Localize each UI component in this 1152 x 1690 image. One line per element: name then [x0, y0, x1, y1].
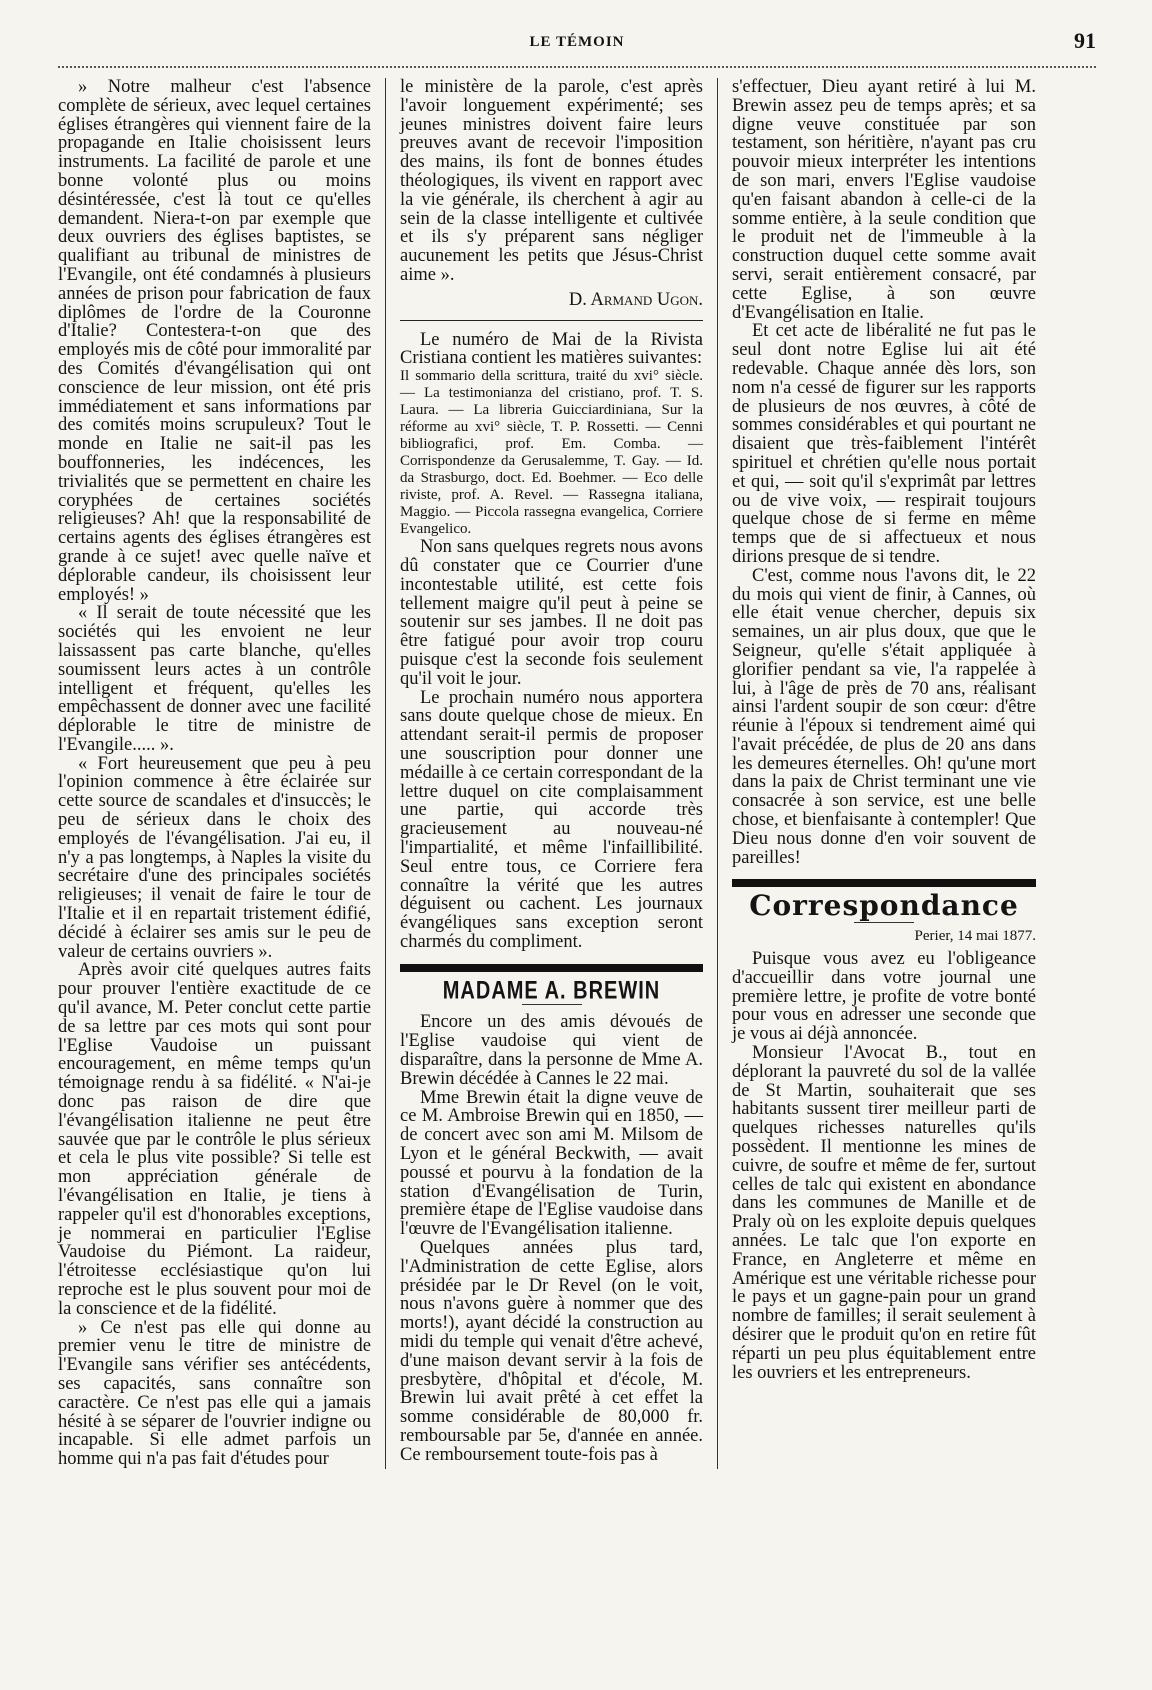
correspondence-title: Correspondance: [749, 889, 1019, 923]
paragraph: » Ce n'est pas elle qui donne au premier venu le titre de ministre de l'Evangile sans vérifier ses antécédents, ses capacités, sans connaître son caractère. Ce n'est pas elle qui a jamais hésité à se séparer de l'ouvrier indigne ou incapable. Si elle admet parfois un homme qui n'a pas fait d'études pour: [58, 1317, 371, 1470]
paragraph: le ministère de la parole, c'est après l'avoir longuement expérimenté; ses jeunes ministres doivent faire leurs preuves avant de recevoir l'imposition des mains, ils font de bonnes études théologiques, ils vivent en rapport avec la vie générale, ils cherchent à agir au sein de la classe intelligente et cultivée et ils s'y préparent sans négliger aucunement les petits que Jésus-Christ aime ».: [400, 77, 703, 285]
paragraph: » Notre malheur c'est l'absence complète de sérieux, avec lequel certaines églises étrangères qui viennent faire de la propagande en Italie choisissent leurs instruments. La facilité de parole et une bonne volonté plus ou moins désintéressée, c'est là tout ce qu'elles demandent. Niera-t-on par exemple que deux ouvriers des églises baptistes, se qualifiant au tribunal de ministres de l'Evangile, ont été condamnés à plusieurs années de prison pour fabrication de faux diplômes de l'ordre de la Couronne d'Italie? Contestera-t-on que des employés mis de côté pour immoralité par des Comités d'évangélisation qui ont conscience de leur mission, ont été pris immédiatement et sans informations par des comités moins scrupuleux? Tout le monde en Italie ne sait-il pas les bouffonneries, les indécences, les trivialités que se permettent en chaire les coryphées de certaines sociétés religieuses? Ah! que la responsabilité de certains agents des églises étrangères est grande à ce sujet! avec quelle naïve et déplorable candeur, ils choisissent leur employés! »: [58, 77, 371, 605]
paragraph: Et cet acte de libéralité ne fut pas le seul dont notre Eglise lui ait été redevable. Chaque année dès lors, son nom n'a cessé de figurer sur les rapports de plusieurs de nos œuvres, à côté de sommes considérables et qui pourtant ne disaient que très-faiblement l'intérêt spirituel et chrétien qu'elle nous portait et qui, — soit qu'il s'exprimât par lettres ou de vive voix, — respirait toujours quelque chose de si ferme en même temps que de si affectueux et nous dirions presque de si tendre.: [732, 321, 1036, 567]
journal-title: LE TÉMOIN: [529, 34, 625, 50]
rivista-contents: Il sommario della scrittura, traité du xvi° siècle. — La testimonianza del cristiano, prof. T. S. Laura. — La libreria Guicciardiniana, Sur la réforme au xvi° siècle, T. P. Rossetti. — Cenni bibliografici, prof. Em. Comba. — Corrispondenze da Gerusalemme, T. Gay. — Id. da Strasburgo, doct. Ed. Boehmer. — Eco delle riviste, prof. A. Revel. — Rassegna italiana, Maggio. — Piccola rassegna evangelica, Corriere Evangelico.: [400, 368, 703, 538]
article-signature: D. Armand Ugon.: [568, 289, 703, 310]
paragraph: Mme Brewin était la digne veuve de ce M. Ambroise Brewin qui en 1850, — de concert avec son ami M. Milsom de Lyon et le général Beckwith, — avait poussé et pourvu à la fondation de la station d'Evangélisation de Turin, première étape de l'Eglise vaudoise dans l'œuvre de l'Evangélisation italienne.: [400, 1087, 703, 1240]
short-divider: [854, 922, 914, 923]
paragraph: s'effectuer, Dieu ayant retiré à lui M. Brewin assez peu de temps après; et sa digne veuve constituée par son testament, son héritière, n'ayant pas cru pouvoir mieux interpréter les intentions de son mari, envers l'Eglise vaudoise qu'en faisant abandon à celle-ci de la somme entière, à la seule condition que le produit net de l'immeuble à la construction duquel cette somme avait servi, serait entièrement consacré, par cette Eglise, à son œuvre d'Evangélisation en Italie.: [732, 77, 1036, 323]
columns: [58, 78, 1096, 1469]
paragraph: « Fort heureusement que peu à peu l'opinion commence à être éclairée sur cette source de scandales et d'insuccès; le peu de sérieux dans le choix des employés de l'évangélisation. J'ai eu, il n'y a pas longtemps, à Naples la visite du secrétaire d'une des principales sociétés religieuses; il venait de faire le tour de l'Italie et il en repartait tristement édifié, décidé à éclairer ses amis sur le peu de valeur de certains ouvriers ».: [58, 753, 371, 962]
rivista-intro: Le numéro de Mai de la Rivista Cristiana contient les matières suivantes:: [400, 329, 703, 369]
page-number: 91: [1074, 28, 1096, 53]
divider: [400, 320, 703, 321]
column-1: [58, 78, 386, 1469]
paragraph: Après avoir cité quelques autres faits pour prouver l'entière exactitude de ce qu'il avance, M. Peter conclut cette partie de sa lettre par ces mots qui sont pour l'Eglise Vaudoise un puissant encouragement, en même temps qu'un témoignage rendu à sa fidélité. « N'ai-je donc pas raison de dire que l'évangélisation italienne ne peut être sauvée que par le contrôle le plus sérieux et cela le plus vite possible? Si telle est mon appréciation générale de l'évangélisation en Italie, je tiens à rappeler qu'il est d'honorables exceptions, je nommerai en particulier l'Eglise Vaudoise du Piémont. La raideur, l'étroitesse ecclésiastique qu'on lui reproche est le plus souvent pour moi de la conscience et de la fidélité.: [58, 960, 371, 1319]
paragraph: Encore un des amis dévoués de l'Eglise vaudoise qui vient de disparaître, dans la personne de Mme A. Brewin décédée à Cannes le 22 mai.: [400, 1012, 703, 1089]
heavy-divider: [400, 964, 703, 972]
column-2: [386, 78, 718, 1469]
header-rule: [58, 66, 1096, 68]
paragraph: Non sans quelques regrets nous avons dû constater que ce Courrier d'une incontestable utilité, est cette fois tellement maigre qu'il peut à peine se soutenir sur ses jambes. Il ne doit pas être fatigué pour avoir trop couru puisque c'est la seconde fois seulement qu'il voit le jour.: [400, 537, 703, 689]
paragraph: Puisque vous avez eu l'obligeance d'accueillir dans votre journal une première lettre, je profite de votre bonté pour vous en adresser une seconde que je vous ai déjà annoncée.: [732, 949, 1036, 1045]
paragraph: Monsieur l'Avocat B., tout en déplorant la pauvreté du sol de la vallée de St Martin, souhaiterait que ses habitants sussent tirer meilleur parti de quelques richesses naturelles qu'ils possèdent. Il mentionne les mines de cuivre, de soufre et même de fer, surtout celles de talc qui existent en abondance dans les communes de Manille et de Praly où on les exploite depuis quelques années. Le talc que l'on exporte en France, en Angleterre et même en Amérique est une véritable richesse pour le pays et un gagne-pain pour un grand nombre de familles; il serait seulement à désirer que le produit qu'on en retire fût réparti un peu plus équitablement entre les ouvriers et les entrepreneurs.: [732, 1043, 1036, 1383]
paragraph: Quelques années plus tard, l'Administration de cette Eglise, alors présidée par le Dr Revel (on le voit, nous n'avons guère à nommer que des morts!), ayant décidé la construction au midi du temple qui venait d'être achevé, d'une maison devant servir à la fois de presbytère, d'hôpital et d'école, M. Brewin lui avait prêté à cet effet la somme considérable de 80,000 fr. remboursable par 5e, d'année en année. Ce remboursement toute-fois pas à: [400, 1238, 703, 1465]
heavy-divider: [732, 879, 1036, 887]
column-3: [718, 78, 1036, 1469]
paragraph: « Il serait de toute nécessité que les sociétés qui les envoient ne leur laissassent pas carte blanche, qu'elles soumissent leurs actes à un contrôle intelligent et fréquent, qu'elles les empêchassent de donner avec une facilité déplorable le titre de ministre de l'Evangile..... ».: [58, 603, 371, 755]
obituary-title: MADAME A. BREWIN: [442, 976, 661, 1005]
paragraph: C'est, comme nous l'avons dit, le 22 du mois qui vient de finir, à Cannes, où elle était venue chercher, depuis six semaines, un air plus doux, que que le Seigneur, qu'elle s'était appliquée à glorifier pendant sa vie, l'a rappelée à lui, à l'âge de près de 70 ans, réalisant ainsi l'ardent soupir de son cœur: d'être réunie à l'époux si tendrement aimé qui l'avait précédée, de plus de 20 ans dans les demeures éternelles. Oh! qu'une mort dans la paix de Christ terminant une vie consacrée à son service, est une belle chose, et bienfaisante à contempler! Que Dieu nous donne d'en voir souvent de pareilles!: [732, 565, 1036, 868]
paragraph: Le prochain numéro nous apportera sans doute quelque chose de mieux. En attendant serait-il permis de proposer une souscription pour donner une médaille à ce certain correspondant de la lettre duquel on cite complaisamment une partie, qui accorde très gracieusement au nouveau-né l'impartialité, et même l'infaillibilité. Seul entre tous, ce Corriere fera connaître la vérité que les autres déguisent ou cachent. Les journaux évangéliques sans exception seront charmés du compliment.: [400, 687, 703, 952]
dateline: Perier, 14 mai 1877.: [914, 928, 1036, 945]
page-header: [58, 28, 1096, 66]
